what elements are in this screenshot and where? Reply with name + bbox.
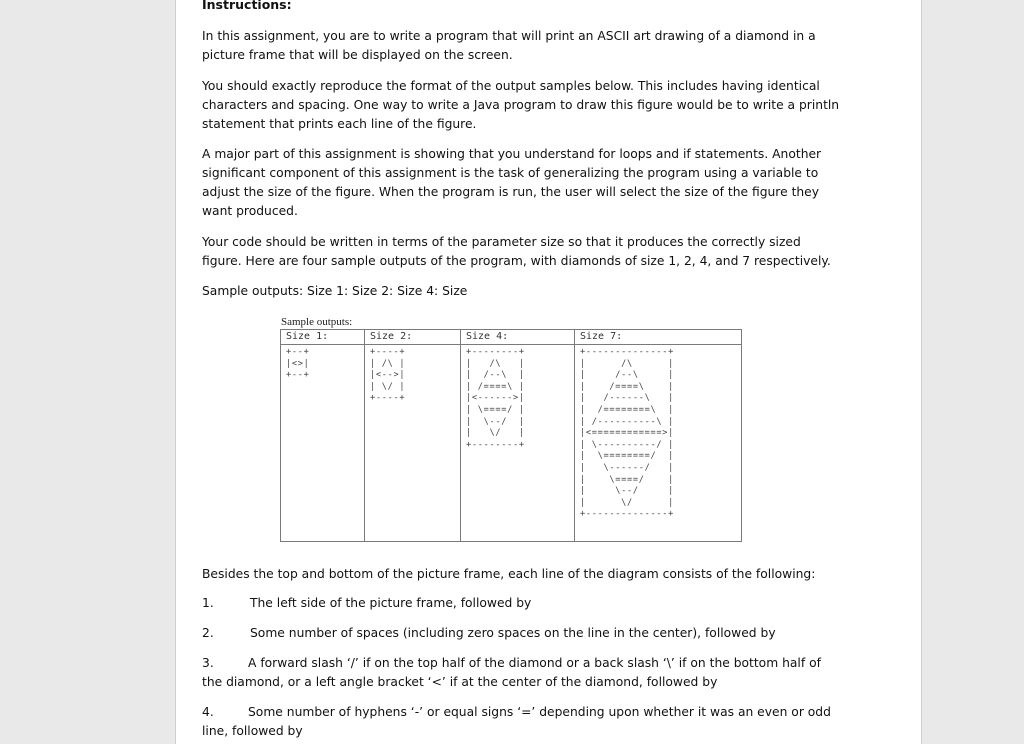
ascii-diamond-size-7: +--------------+ | /\ | | /--\ | | /====\ | | /------\ | | /========\ | | /----------\ | |<============>| | \----------/ | | \========/ | | \------/ | | \====/ | | \--/ | | \/ | +--------------+ xyxy=(580,347,674,520)
column-header: Size 1: xyxy=(281,330,364,345)
list-text: The left side of the picture frame, followed by xyxy=(250,596,532,610)
sample-column-size-1 xyxy=(281,330,364,541)
list-text: Some number of spaces (including zero spaces on the line in the center), followed by xyxy=(250,626,776,640)
sample-outputs-figure xyxy=(280,314,743,544)
instructions-heading: Instructions: xyxy=(202,0,292,12)
sample-column-size-7 xyxy=(574,330,742,541)
column-header: Size 4: xyxy=(461,330,574,345)
list-number: 2. xyxy=(202,626,214,640)
column-header: Size 7: xyxy=(575,330,742,345)
list-number: 1. xyxy=(202,596,214,610)
document-page xyxy=(175,0,922,744)
sample-column-size-4 xyxy=(460,330,574,541)
sample-outputs-table xyxy=(280,329,742,542)
paragraph-besides: Besides the top and bottom of the picture frame, each line of the diagram consists of the following: xyxy=(202,567,816,581)
paragraph-loops: A major part of this assignment is showing that you understand for loops and if statements. Another significant component of this assignment is the task of generalizing the program using a variable to adjust the size of the figure. When the program is run, the user will select the size of the figure they want produced. xyxy=(202,147,822,218)
list-item-4 xyxy=(202,703,842,741)
sample-column-size-2 xyxy=(364,330,460,541)
paragraph-intro: In this assignment, you are to write a program that will print an ASCII art drawing of a diamond in a picture frame that will be displayed on the screen. xyxy=(202,29,816,62)
column-header: Size 2: xyxy=(365,330,460,345)
list-item-3 xyxy=(202,654,842,692)
list-text: Some number of hyphens ‘-’ or equal signs ‘=’ depending upon whether it was an even or odd line, followed by xyxy=(202,705,831,738)
paragraph-sample-outputs: Sample outputs: Size 1: Size 2: Size 4: Size xyxy=(202,284,468,298)
list-number: 3. xyxy=(202,656,214,670)
list-number: 4. xyxy=(202,705,214,719)
ascii-diamond-size-2: +----+ | /\ | |<-->| | \/ | +----+ xyxy=(370,347,406,404)
list-text: A forward slash ‘/’ if on the top half of the diamond or a back slash ‘\’ if on the bottom half of the diamond, or a left angle bracket ‘<’ if at the center of the diamond, followed by xyxy=(202,656,821,689)
ascii-diamond-size-4: +--------+ | /\ | | /--\ | | /====\ | |<------>| | \====/ | | \--/ | | \/ | +--------+ xyxy=(466,347,525,450)
list-item-1 xyxy=(202,594,842,613)
figure-caption: Sample outputs: xyxy=(281,316,353,328)
ascii-diamond-size-1: +--+ |<>| +--+ xyxy=(286,347,310,381)
paragraph-format: You should exactly reproduce the format of the output samples below. This includes having identical characters and spacing. One way to write a Java program to draw this figure would be to write a println statement that prints each line of the figure. xyxy=(202,79,840,131)
paragraph-parameter: Your code should be written in terms of the parameter size so that it produces the correctly sized figure. Here are four sample outputs of the program, with diamonds of size 1, 2, 4, and 7 respectively. xyxy=(202,235,831,268)
list-item-2 xyxy=(202,624,842,643)
